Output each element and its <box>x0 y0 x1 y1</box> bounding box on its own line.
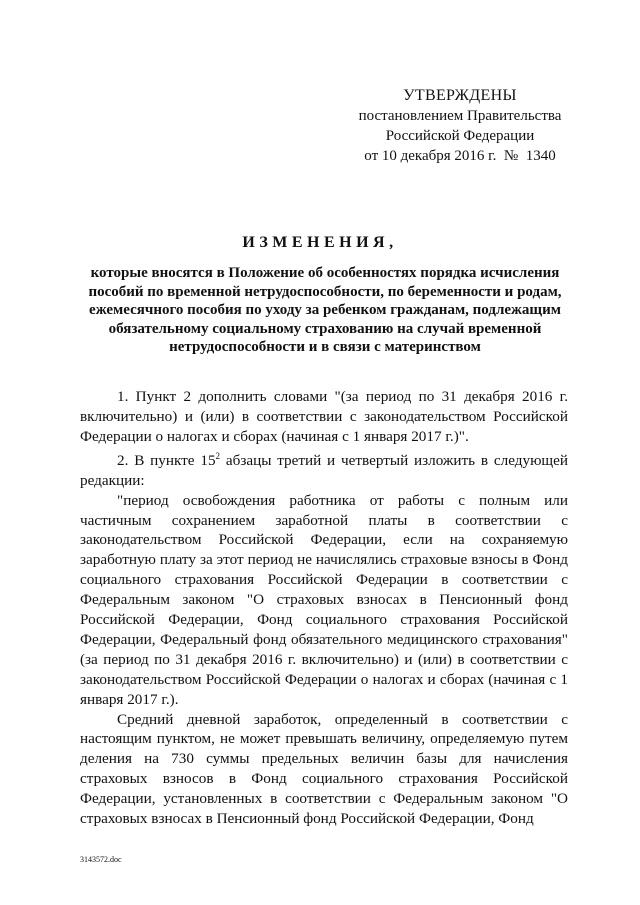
approval-line-3: от 10 декабря 2016 г. № 1340 <box>364 148 556 164</box>
document-title: ИЗМЕНЕНИЯ, <box>242 234 398 251</box>
document-subtitle: которые вносятся в Положение об особенностях порядка исчисления пособий по временной нетрудоспособности, по беременности и родам, ежемесячного пособия по уходу за ребенком гражданам, подлежащим обязательному социальному страхованию на случай временной нетрудоспособности и в связи с материнством <box>88 265 562 355</box>
approval-line-2: Российской Федерации <box>385 128 535 144</box>
paragraph-2-end: абзацы третий и четвертый изложить в следующей редакции: <box>80 451 568 489</box>
paragraph-2-superscript: 2 <box>215 450 221 461</box>
file-name-footer: 3143572.doc <box>80 855 122 864</box>
document-body <box>80 387 568 829</box>
paragraph-4: Средний дневной заработок, определенный в соответствии с настоящим пунктом, не может превышать величину, определяемую путем деления на 730 суммы предельных величин базы для начисления страховых взносов в Фонд социального страхования Российской Федерации, установленных в соответствии с Федеральным законом "О страховых взносах в Пенсионный фонд Российской Федерации, Фонд <box>80 710 568 828</box>
approval-block <box>320 86 600 166</box>
paragraph-3: "период освобождения работника от работы с полным или частичным сохранением заработной платы в соответствии с законодательством Российской Федерации, если на сохраняемую заработную плату за этот период не начислялись страховые взносы в Фонд социального страхования Российской Федерации в соответствии с Федеральным законом "О страховых взносах в Пенсионный фонд Российской Федерации, Фонд социального страхования Российской Федерации, Федеральный фонд обязательного медицинского страхования" (за период по 31 декабря 2016 г. включительно) и (или) в соответствии с законодательством Российской Федерации о налогах и сборах (начиная с 1 января 2017 г.). <box>80 491 568 708</box>
paragraph-2 <box>80 447 568 491</box>
approval-line-1: постановлением Правительства <box>358 108 562 124</box>
paragraph-1: 1. Пункт 2 дополнить словами "(за период по 31 декабря 2016 г. включительно) и (или) в соответствии с законодательством Российской Федерации о налогах и сборах (начиная с 1 января 2017 г.)". <box>80 388 568 445</box>
paragraph-2-start: 2. В пункте 15 <box>117 451 216 469</box>
approval-heading: УТВЕРЖДЕНЫ <box>403 87 517 104</box>
